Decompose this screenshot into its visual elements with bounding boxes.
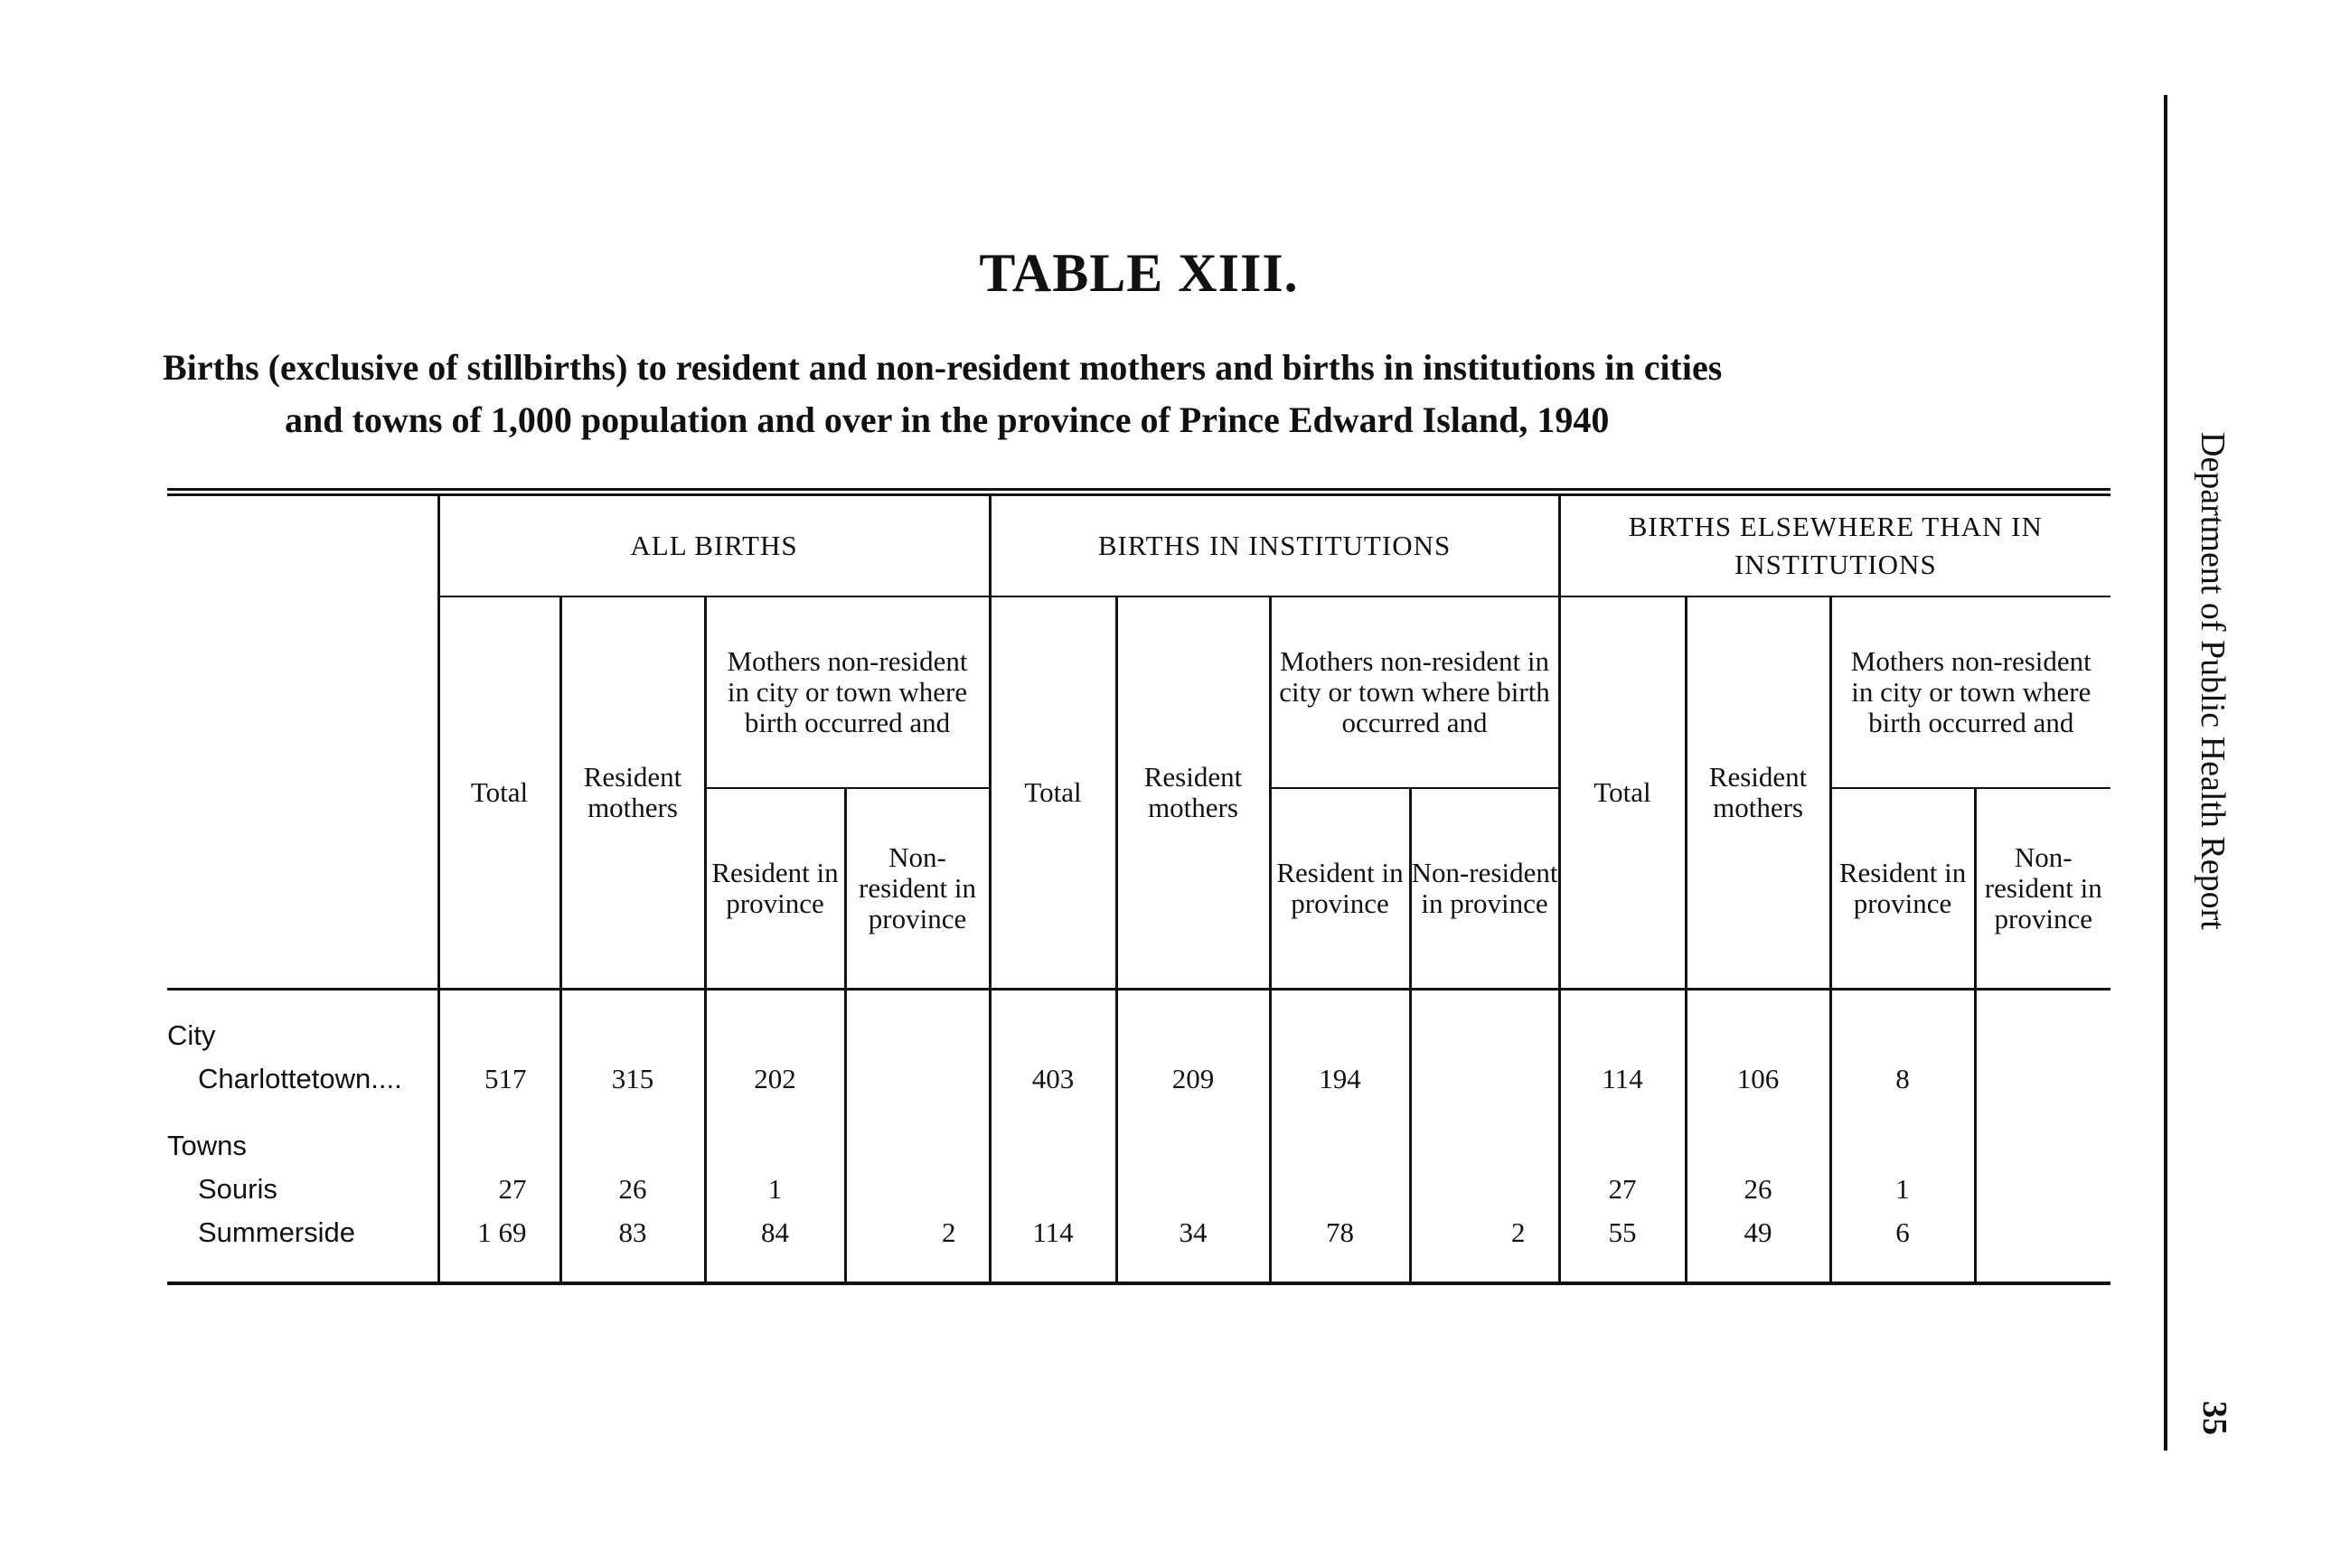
cell-all-resident-mothers: 83 [560,1211,705,1283]
cell-else-total: 27 [1559,1168,1686,1211]
caption-line-1: Births (exclusive of stillbirths) to resident and non-resident mothers and births in institutions in cities [163,347,1723,388]
group-header-births-in-institutions: BIRTHS IN INSTITUTIONS [990,493,1559,597]
cell-else-total: 55 [1559,1211,1686,1283]
cell-else-total: 114 [1559,1057,1686,1101]
caption-line-2: and towns of 1,000 population and over in the province of Prince Edward Island, 1940 [285,399,1610,440]
cell-else-nonresident-in-province [1975,1168,2110,1211]
cell-all-total: 517 [438,1057,560,1101]
group-header-births-elsewhere: BIRTHS ELSEWHERE THAN IN INSTITUTIONS [1559,493,2110,597]
row-label-charlottetown: Charlottetown.... [198,1063,402,1094]
row-label-towns: Towns [167,1130,247,1161]
cell-inst-total [990,1168,1116,1211]
table-row-summerside [167,1211,2110,1283]
page-number: 35 [2195,1401,2233,1435]
cell-all-resident-in-province: 84 [705,1211,845,1283]
row-label-summerside: Summerside [198,1216,355,1248]
col-header-nonresident-mothers: Mothers non-resident in city or town where birth occurred and [1830,596,2110,788]
cell-inst-resident-mothers: 209 [1116,1057,1270,1101]
cell-else-nonresident-in-province [1975,1057,2110,1101]
col-header-nonresident-mothers: Mothers non-resident in city or town where birth occurred and [705,596,990,788]
cell-inst-resident-in-province: 78 [1270,1211,1410,1283]
cell-all-total: 27 [438,1168,560,1211]
col-header-resident-mothers: Resident mothers [1116,596,1270,990]
col-header-total: Total [990,596,1116,990]
cell-else-resident-mothers: 106 [1686,1057,1830,1101]
col-header-nonresident-in-province: Non-resident in province [1410,788,1559,990]
col-header-total: Total [438,596,560,990]
cell-all-resident-mothers: 26 [560,1168,705,1211]
cell-else-resident-mothers: 49 [1686,1211,1830,1283]
cell-inst-resident-in-province: 194 [1270,1057,1410,1101]
cell-inst-resident-mothers [1116,1168,1270,1211]
cell-inst-resident-mothers: 34 [1116,1211,1270,1283]
cell-inst-nonresident-in-province: 2 [1410,1211,1559,1283]
col-header-resident-in-province: Resident in province [705,788,845,990]
row-label-souris: Souris [198,1173,277,1205]
births-table [167,488,2110,1285]
cell-all-resident-in-province: 1 [705,1168,845,1211]
row-label-city: City [167,1019,216,1051]
col-header-resident-mothers: Resident mothers [1686,596,1830,990]
cell-inst-resident-in-province [1270,1168,1410,1211]
cell-all-nonresident-in-province [845,1168,990,1211]
cell-else-resident-in-province: 8 [1830,1057,1975,1101]
cell-all-total: 1 69 [438,1211,560,1283]
cell-inst-nonresident-in-province [1410,1057,1559,1101]
spacer-row [167,990,2110,1015]
table-row-souris [167,1168,2110,1211]
cell-inst-total: 403 [990,1057,1116,1101]
col-header-nonresident-in-province: Non-resident in province [1975,788,2110,990]
table-title: TABLE XIII. [979,243,1299,303]
cell-else-resident-mothers: 26 [1686,1168,1830,1211]
stub-header [167,493,438,990]
col-header-resident-in-province: Resident in province [1830,788,1975,990]
col-header-nonresident-in-province: Non-resident in province [845,788,990,990]
table-caption [163,342,2088,446]
side-rule [2164,95,2167,1451]
cell-all-resident-mothers: 315 [560,1057,705,1101]
section-row-city [167,1014,2110,1057]
col-header-nonresident-mothers: Mothers non-resident in city or town where birth occurred and [1270,596,1559,788]
cell-all-resident-in-province: 202 [705,1057,845,1101]
col-header-resident-mothers: Resident mothers [560,596,705,990]
spacer-row [167,1101,2110,1124]
section-row-towns [167,1124,2110,1168]
cell-else-resident-in-province: 1 [1830,1168,1975,1211]
col-header-total: Total [1559,596,1686,990]
group-header-all-births: ALL BIRTHS [438,493,990,597]
running-header: Department of Public Health Report [2194,432,2232,930]
cell-else-nonresident-in-province [1975,1211,2110,1283]
cell-all-nonresident-in-province: 2 [845,1211,990,1283]
table-row-charlottetown [167,1057,2110,1101]
cell-inst-total: 114 [990,1211,1116,1283]
col-header-resident-in-province: Resident in province [1270,788,1410,990]
cell-all-nonresident-in-province [845,1057,990,1101]
cell-inst-nonresident-in-province [1410,1168,1559,1211]
cell-else-resident-in-province: 6 [1830,1211,1975,1283]
